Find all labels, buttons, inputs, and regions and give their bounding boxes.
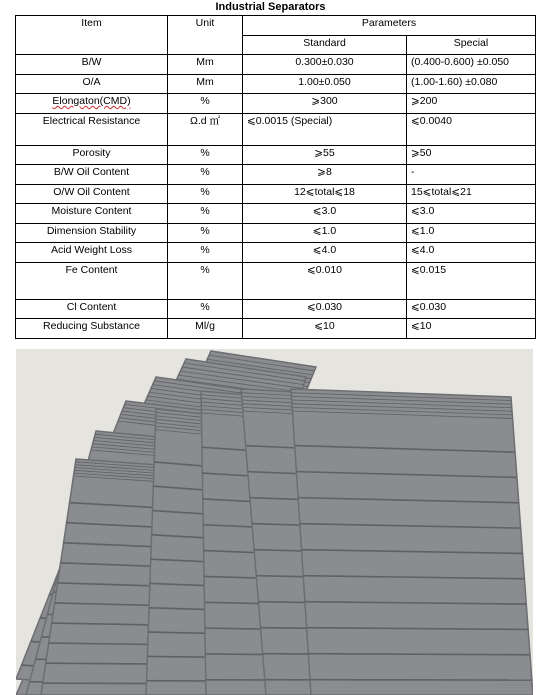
row-standard: ⩾8: [243, 165, 407, 185]
table-row: [16, 74, 536, 94]
row-unit: %: [168, 94, 243, 114]
row-item: O/A: [16, 74, 168, 94]
row-unit: %: [168, 184, 243, 204]
table-row: [16, 243, 536, 263]
table-row: [16, 165, 536, 185]
row-special: 15⩽total⩽21: [407, 184, 536, 204]
row-item-text: Elongaton(CMD): [52, 95, 131, 107]
separator-sheet: [291, 389, 533, 695]
row-standard: 12⩽total⩽18: [243, 184, 407, 204]
row-special: ⩽0.0040: [407, 113, 536, 145]
row-special: -: [407, 165, 536, 185]
row-item: O/W Oil Content: [16, 184, 168, 204]
row-unit: %: [168, 262, 243, 299]
table-row: [16, 145, 536, 165]
row-unit: %: [168, 165, 243, 185]
separator-sheets-photo: [16, 349, 533, 695]
row-special: ⩾200: [407, 94, 536, 114]
photo-illustration: [16, 349, 533, 695]
rib-line: [308, 654, 530, 655]
row-unit: %: [168, 145, 243, 165]
table-row: [16, 55, 536, 75]
row-unit: %: [168, 243, 243, 263]
table-row: [16, 223, 536, 243]
header-row: [16, 16, 536, 36]
table-row: [16, 299, 536, 319]
header-unit: Unit: [168, 16, 243, 55]
row-standard: ⩽0.030: [243, 299, 407, 319]
table-row: [16, 262, 536, 299]
row-unit: Mm: [168, 74, 243, 94]
header-item: Item: [16, 16, 168, 55]
row-item: Porosity: [16, 145, 168, 165]
header-special: Special: [407, 35, 536, 55]
row-standard: ⩽3.0: [243, 204, 407, 224]
row-item: Acid Weight Loss: [16, 243, 168, 263]
row-standard: ⩽4.0: [243, 243, 407, 263]
header-parameters: Parameters: [243, 16, 536, 36]
row-special: (0.400-0.600) ±0.050: [407, 55, 536, 75]
table-row: [16, 94, 536, 114]
row-standard: ⩽0.010: [243, 262, 407, 299]
row-unit: Ml/g: [168, 319, 243, 339]
row-unit: Ω.d ㎡: [168, 113, 243, 145]
row-item: Moisture Content: [16, 204, 168, 224]
table-row: [16, 113, 536, 145]
row-standard: ⩾300: [243, 94, 407, 114]
row-unit: %: [168, 299, 243, 319]
row-special: ⩽10: [407, 319, 536, 339]
row-special: ⩽4.0: [407, 243, 536, 263]
row-special: ⩽1.0: [407, 223, 536, 243]
row-item: B/W Oil Content: [16, 165, 168, 185]
header-standard: Standard: [243, 35, 407, 55]
row-standard: 0.300±0.030: [243, 55, 407, 75]
row-unit: %: [168, 223, 243, 243]
table-row: [16, 204, 536, 224]
row-standard: 1.00±0.050: [243, 74, 407, 94]
row-special: ⩽0.015: [407, 262, 536, 299]
row-item: Electrical Resistance: [16, 113, 168, 145]
row-item: [16, 94, 168, 114]
row-standard: ⩾55: [243, 145, 407, 165]
row-standard: ⩽1.0: [243, 223, 407, 243]
row-standard: ⩽10: [243, 319, 407, 339]
row-item: B/W: [16, 55, 168, 75]
row-unit: Mm: [168, 55, 243, 75]
table-row: [16, 184, 536, 204]
row-special: ⩽3.0: [407, 204, 536, 224]
row-item: Dimension Stability: [16, 223, 168, 243]
row-special: ⩽0.030: [407, 299, 536, 319]
row-item: Reducing Substance: [16, 319, 168, 339]
page-title: Industrial Separators: [215, 1, 326, 13]
row-standard: ⩽0.0015 (Special): [243, 113, 407, 145]
spec-table: [15, 15, 536, 339]
row-special: ⩾50: [407, 145, 536, 165]
row-special: (1.00-1.60) ±0.080: [407, 74, 536, 94]
row-unit: %: [168, 204, 243, 224]
row-item: Cl Content: [16, 299, 168, 319]
table-row: [16, 319, 536, 339]
row-item: Fe Content: [16, 262, 168, 299]
